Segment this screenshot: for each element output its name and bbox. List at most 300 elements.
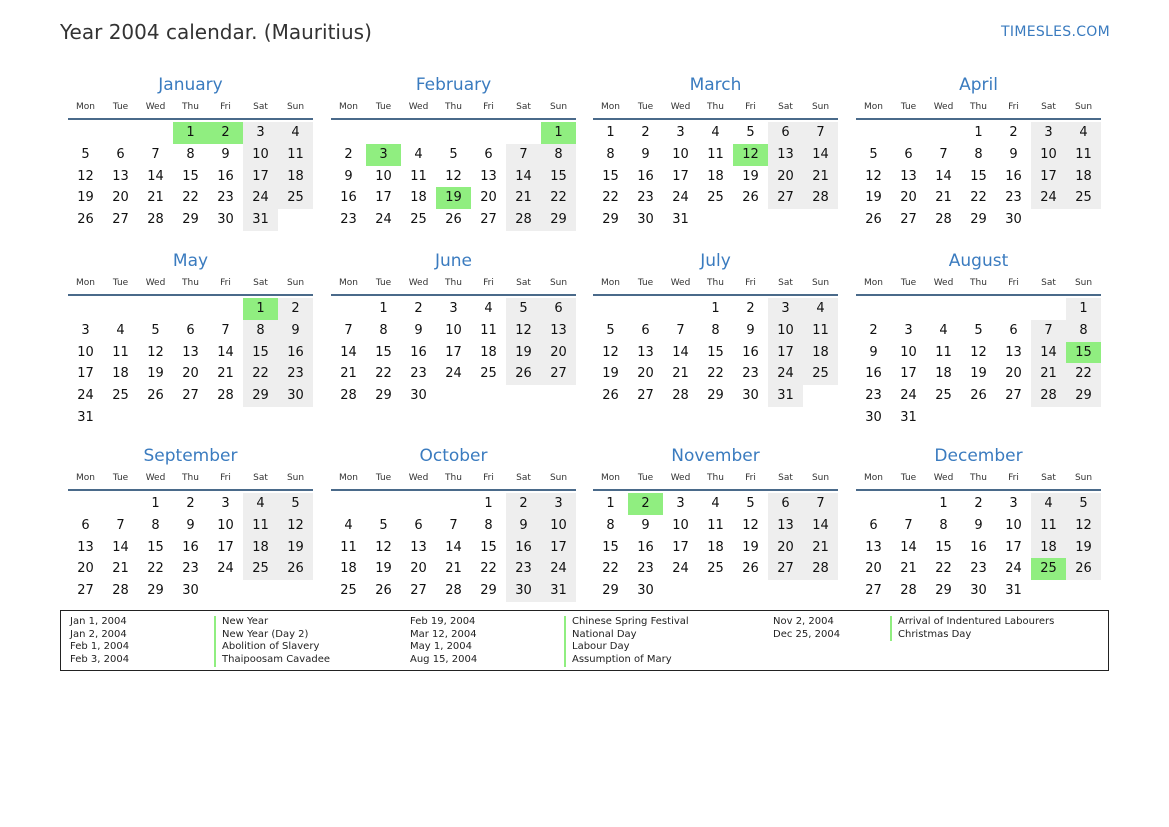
- day-cell: 24: [445, 366, 462, 382]
- day-cell: 7: [344, 322, 353, 338]
- empty-day-cell: [243, 580, 278, 602]
- day-cell: 25: [112, 388, 129, 404]
- empty-day-cell: [768, 580, 803, 602]
- empty-day-cell: [68, 298, 103, 320]
- weekend-day-cell: 14: [506, 166, 541, 188]
- weekday-label: Tue: [637, 473, 654, 483]
- day-cell: 27: [112, 212, 129, 228]
- week-row: [68, 342, 313, 364]
- weekday-label: Fri: [483, 473, 494, 483]
- empty-day-cell: [1066, 407, 1101, 429]
- day-cell: 4: [344, 517, 353, 533]
- day-cell: 4: [414, 146, 423, 162]
- day-cell: 7: [221, 322, 230, 338]
- day-cell: 28: [340, 388, 357, 404]
- weekday-label: Mon: [76, 102, 95, 112]
- week-row: [331, 580, 576, 602]
- week-row: [856, 493, 1101, 515]
- weekend-day-cell: 16: [278, 342, 313, 364]
- weekend-day-cell: 11: [243, 515, 278, 537]
- day-cell: 30: [970, 583, 987, 599]
- weekday-label: Sun: [286, 473, 305, 483]
- empty-day-cell: [103, 407, 138, 429]
- header-divider: [68, 489, 313, 491]
- day-cell: 13: [182, 344, 199, 360]
- day-cell: 24: [672, 561, 689, 577]
- day-cell: 15: [147, 539, 164, 555]
- day-cell: 25: [707, 561, 724, 577]
- day-cell: 4: [939, 322, 948, 338]
- weekend-day-cell: 26: [278, 558, 313, 580]
- weekday-label: Wed: [145, 278, 166, 288]
- day-cell: 14: [672, 344, 689, 360]
- day-cell: 3: [449, 301, 458, 316]
- weekday-label: Mon: [601, 102, 620, 112]
- empty-day-cell: [1066, 580, 1101, 602]
- weekday-label: Sun: [549, 278, 568, 288]
- day-cell: 16: [410, 344, 427, 360]
- weekend-day-cell: 8: [541, 144, 576, 166]
- week-row: [331, 320, 576, 342]
- weekday-label: Mon: [864, 278, 883, 288]
- weekend-day-cell: 25: [1066, 187, 1101, 209]
- day-cell: 17: [900, 366, 917, 382]
- day-cell: 14: [935, 168, 952, 184]
- weekday-label: Sat: [778, 278, 793, 288]
- weekend-day-cell: 15: [541, 166, 576, 188]
- weekday-label: Sun: [811, 278, 830, 288]
- week-row: [593, 558, 838, 580]
- day-cell: 15: [182, 168, 199, 184]
- day-cell: 26: [147, 388, 164, 404]
- weekend-day-cell: 29: [1066, 385, 1101, 407]
- day-cell: 13: [1005, 344, 1022, 360]
- month-name: July: [700, 251, 731, 271]
- weekend-day-cell: 13: [768, 144, 803, 166]
- header-divider: [593, 118, 838, 120]
- day-cell: 20: [865, 561, 882, 577]
- week-row: [68, 537, 313, 559]
- empty-day-cell: [103, 122, 138, 144]
- week-row: [856, 515, 1101, 537]
- weekday-label: Tue: [112, 102, 129, 112]
- day-cell: 1: [484, 496, 493, 511]
- day-cell: 5: [81, 146, 90, 162]
- holiday-date: Mar 12, 2004: [410, 628, 477, 640]
- day-cell: 27: [182, 388, 199, 404]
- empty-day-cell: [891, 298, 926, 320]
- weekend-day-cell: 11: [1031, 515, 1066, 537]
- empty-day-cell: [891, 493, 926, 515]
- weekend-day-cell: 31: [768, 385, 803, 407]
- weekend-day-cell: 7: [1031, 320, 1066, 342]
- day-cell: 18: [935, 366, 952, 382]
- day-cell: 8: [186, 146, 195, 162]
- day-cell: 10: [900, 344, 917, 360]
- empty-day-cell: [506, 385, 541, 407]
- day-cell: 2: [344, 146, 353, 162]
- month-name: May: [172, 251, 209, 271]
- day-cell: 9: [1009, 146, 1018, 162]
- weekday-label: Sat: [1041, 278, 1056, 288]
- day-cell: 16: [1005, 168, 1022, 184]
- weekend-day-cell: 4: [278, 122, 313, 144]
- weekend-day-cell: 30: [278, 385, 313, 407]
- empty-day-cell: [103, 493, 138, 515]
- holiday-day-cell: 2: [628, 493, 663, 515]
- day-cell: 14: [217, 344, 234, 360]
- day-cell: 25: [480, 366, 497, 382]
- weekend-day-cell: 24: [541, 558, 576, 580]
- weekday-label: Sun: [1074, 102, 1093, 112]
- day-cell: 26: [445, 212, 462, 228]
- week-row: [856, 122, 1101, 144]
- day-cell: 13: [77, 539, 94, 555]
- week-row: [856, 320, 1101, 342]
- month-name: December: [934, 446, 1023, 466]
- weekend-day-cell: 15: [243, 342, 278, 364]
- weekend-day-cell: 3: [1031, 122, 1066, 144]
- month-name: February: [415, 75, 492, 95]
- day-cell: 9: [974, 517, 983, 533]
- day-cell: 5: [746, 125, 755, 140]
- empty-day-cell: [733, 209, 768, 231]
- weekday-label: Thu: [445, 102, 462, 112]
- day-cell: 5: [151, 322, 160, 338]
- weekday-header: [593, 473, 838, 487]
- empty-day-cell: [436, 493, 471, 515]
- empty-day-cell: [856, 122, 891, 144]
- weekday-label: Thu: [970, 278, 987, 288]
- weekend-day-cell: 4: [1031, 493, 1066, 515]
- day-cell: 16: [340, 190, 357, 206]
- month-name: April: [959, 75, 998, 95]
- weekend-day-cell: 11: [803, 320, 838, 342]
- weekend-day-cell: 18: [803, 342, 838, 364]
- weekend-day-cell: 6: [768, 493, 803, 515]
- week-row: [331, 298, 576, 320]
- weekend-day-cell: 21: [803, 537, 838, 559]
- day-cell: 25: [935, 388, 952, 404]
- holiday-date: Aug 15, 2004: [410, 654, 478, 666]
- day-cell: 8: [606, 146, 615, 162]
- weekend-day-cell: 8: [1066, 320, 1101, 342]
- week-row: [68, 363, 313, 385]
- holiday-name: Thaipoosam Cavadee: [214, 654, 330, 667]
- header-divider: [331, 489, 576, 491]
- header-divider: [593, 489, 838, 491]
- weekend-day-cell: 29: [243, 385, 278, 407]
- weekend-day-cell: 30: [506, 580, 541, 602]
- day-cell: 21: [340, 366, 357, 382]
- weekday-header: [68, 102, 313, 116]
- day-cell: 21: [672, 366, 689, 382]
- weekend-day-cell: 3: [541, 493, 576, 515]
- day-cell: 15: [707, 344, 724, 360]
- week-row: [331, 385, 576, 407]
- day-cell: 20: [182, 366, 199, 382]
- empty-day-cell: [208, 407, 243, 429]
- day-cell: 12: [77, 168, 94, 184]
- empty-day-cell: [138, 298, 173, 320]
- empty-day-cell: [768, 209, 803, 231]
- weekend-day-cell: 5: [278, 493, 313, 515]
- empty-day-cell: [663, 580, 698, 602]
- week-row: [331, 144, 576, 166]
- day-cell: 18: [707, 168, 724, 184]
- day-cell: 1: [606, 125, 615, 140]
- weekday-label: Sun: [811, 102, 830, 112]
- month-name: June: [434, 251, 473, 271]
- day-cell: 28: [112, 583, 129, 599]
- holiday-name: Christmas Day: [890, 629, 971, 642]
- day-cell: 19: [147, 366, 164, 382]
- holiday-day-cell: 25: [1031, 558, 1066, 580]
- day-cell: 22: [602, 190, 619, 206]
- day-cell: 7: [676, 322, 685, 338]
- day-cell: 23: [637, 190, 654, 206]
- week-row: [856, 342, 1101, 364]
- empty-day-cell: [208, 580, 243, 602]
- day-cell: 19: [742, 539, 759, 555]
- weekday-label: Tue: [637, 278, 654, 288]
- week-row: [856, 363, 1101, 385]
- week-row: [68, 493, 313, 515]
- weekend-day-cell: 5: [506, 298, 541, 320]
- day-cell: 10: [217, 517, 234, 533]
- weekend-day-cell: 23: [506, 558, 541, 580]
- weekday-header: [593, 102, 838, 116]
- weekday-label: Fri: [1008, 473, 1019, 483]
- day-cell: 28: [900, 583, 917, 599]
- empty-day-cell: [331, 493, 366, 515]
- site-link[interactable]: TIMESLES.COM: [1001, 24, 1110, 40]
- weekday-label: Tue: [375, 102, 392, 112]
- header-divider: [856, 489, 1101, 491]
- empty-day-cell: [803, 385, 838, 407]
- weekend-day-cell: 18: [1031, 537, 1066, 559]
- weekend-day-cell: 7: [803, 493, 838, 515]
- weekday-label: Wed: [408, 102, 429, 112]
- week-row: [593, 187, 838, 209]
- day-cell: 31: [672, 212, 689, 228]
- weekday-label: Sun: [549, 473, 568, 483]
- day-cell: 6: [186, 322, 195, 338]
- day-cell: 13: [900, 168, 917, 184]
- day-cell: 22: [182, 190, 199, 206]
- weekend-day-cell: 11: [278, 144, 313, 166]
- day-cell: 12: [147, 344, 164, 360]
- empty-day-cell: [1031, 407, 1066, 429]
- day-cell: 28: [147, 212, 164, 228]
- day-cell: 2: [974, 496, 983, 511]
- week-row: [331, 342, 576, 364]
- holiday-legend: [60, 610, 1109, 671]
- weekday-label: Sat: [516, 473, 531, 483]
- day-cell: 9: [641, 517, 650, 533]
- weekday-label: Fri: [745, 278, 756, 288]
- day-cell: 2: [641, 125, 650, 140]
- day-cell: 30: [637, 212, 654, 228]
- weekend-day-cell: 20: [768, 537, 803, 559]
- day-cell: 3: [676, 125, 685, 140]
- header-divider: [856, 118, 1101, 120]
- day-cell: 4: [116, 322, 125, 338]
- day-cell: 23: [637, 561, 654, 577]
- day-cell: 13: [480, 168, 497, 184]
- day-cell: 6: [414, 517, 423, 533]
- day-cell: 8: [484, 517, 493, 533]
- month-january: [68, 74, 313, 231]
- weekday-label: Wed: [408, 473, 429, 483]
- day-cell: 23: [410, 366, 427, 382]
- day-cell: 15: [375, 344, 392, 360]
- day-cell: 3: [221, 496, 230, 511]
- holiday-day-cell: 1: [541, 122, 576, 144]
- weekday-label: Fri: [745, 473, 756, 483]
- day-cell: 21: [112, 561, 129, 577]
- weekday-label: Sat: [516, 278, 531, 288]
- empty-day-cell: [698, 209, 733, 231]
- day-cell: 7: [904, 517, 913, 533]
- empty-day-cell: [173, 298, 208, 320]
- week-row: [856, 558, 1101, 580]
- week-row: [593, 166, 838, 188]
- day-cell: 26: [77, 212, 94, 228]
- day-cell: 26: [970, 388, 987, 404]
- month-june: [331, 250, 576, 407]
- weekday-label: Wed: [933, 102, 954, 112]
- day-cell: 8: [151, 517, 160, 533]
- weekday-label: Wed: [408, 278, 429, 288]
- week-row: [331, 363, 576, 385]
- day-cell: 2: [869, 322, 878, 338]
- week-row: [68, 385, 313, 407]
- week-row: [593, 122, 838, 144]
- weekend-day-cell: 13: [541, 320, 576, 342]
- week-row: [593, 144, 838, 166]
- weekend-day-cell: 1: [1066, 298, 1101, 320]
- day-cell: 29: [602, 583, 619, 599]
- week-row: [68, 144, 313, 166]
- header-divider: [68, 118, 313, 120]
- week-row: [68, 320, 313, 342]
- holiday-day-cell: 3: [366, 144, 401, 166]
- holiday-date: Feb 19, 2004: [410, 616, 476, 627]
- day-cell: 12: [865, 168, 882, 184]
- day-cell: 22: [147, 561, 164, 577]
- day-cell: 11: [480, 322, 497, 338]
- empty-day-cell: [401, 493, 436, 515]
- day-cell: 10: [1005, 517, 1022, 533]
- day-cell: 23: [1005, 190, 1022, 206]
- day-cell: 16: [865, 366, 882, 382]
- day-cell: 24: [900, 388, 917, 404]
- day-cell: 16: [742, 344, 759, 360]
- weekday-header: [593, 278, 838, 292]
- weekend-day-cell: 24: [768, 363, 803, 385]
- day-cell: 27: [900, 212, 917, 228]
- week-row: [331, 209, 576, 231]
- header-divider: [331, 118, 576, 120]
- day-cell: 21: [147, 190, 164, 206]
- weekday-header: [856, 278, 1101, 292]
- weekend-day-cell: 21: [803, 166, 838, 188]
- weekday-label: Mon: [339, 473, 358, 483]
- week-row: [856, 166, 1101, 188]
- weekend-day-cell: 8: [243, 320, 278, 342]
- header-divider: [331, 294, 576, 296]
- week-row: [856, 144, 1101, 166]
- weekend-day-cell: 6: [768, 122, 803, 144]
- day-cell: 18: [480, 344, 497, 360]
- weekday-label: Sat: [1041, 102, 1056, 112]
- header-divider: [593, 294, 838, 296]
- day-cell: 4: [711, 496, 720, 511]
- holiday-day-cell: 15: [1066, 342, 1101, 364]
- day-cell: 7: [116, 517, 125, 533]
- weekday-label: Wed: [933, 278, 954, 288]
- empty-day-cell: [68, 122, 103, 144]
- day-cell: 12: [445, 168, 462, 184]
- day-cell: 29: [935, 583, 952, 599]
- empty-day-cell: [68, 493, 103, 515]
- weekday-label: Tue: [112, 473, 129, 483]
- week-row: [68, 209, 313, 231]
- day-cell: 9: [221, 146, 230, 162]
- weekday-label: Fri: [1008, 278, 1019, 288]
- day-cell: 11: [112, 344, 129, 360]
- weekend-day-cell: 18: [243, 537, 278, 559]
- week-row: [856, 385, 1101, 407]
- week-row: [856, 537, 1101, 559]
- day-cell: 16: [637, 168, 654, 184]
- week-row: [68, 558, 313, 580]
- day-cell: 16: [182, 539, 199, 555]
- weekend-day-cell: 27: [768, 558, 803, 580]
- empty-day-cell: [138, 407, 173, 429]
- day-cell: 29: [707, 388, 724, 404]
- weekday-label: Thu: [182, 473, 199, 483]
- day-cell: 27: [480, 212, 497, 228]
- empty-day-cell: [471, 385, 506, 407]
- week-row: [331, 166, 576, 188]
- weekend-day-cell: 3: [243, 122, 278, 144]
- weekday-label: Tue: [900, 278, 917, 288]
- month-august: [856, 250, 1101, 429]
- empty-day-cell: [278, 407, 313, 429]
- weekend-day-cell: 29: [541, 209, 576, 231]
- day-cell: 19: [602, 366, 619, 382]
- weekend-day-cell: 28: [506, 209, 541, 231]
- day-cell: 6: [81, 517, 90, 533]
- weekday-header: [68, 278, 313, 292]
- day-cell: 9: [746, 322, 755, 338]
- month-name: March: [689, 75, 742, 95]
- weekday-label: Sat: [1041, 473, 1056, 483]
- day-cell: 24: [672, 190, 689, 206]
- day-cell: 15: [602, 168, 619, 184]
- empty-day-cell: [401, 122, 436, 144]
- day-cell: 23: [865, 388, 882, 404]
- day-cell: 29: [480, 583, 497, 599]
- day-cell: 29: [147, 583, 164, 599]
- page-title: Year 2004 calendar. (Mauritius): [60, 20, 372, 44]
- day-cell: 21: [217, 366, 234, 382]
- week-row: [68, 166, 313, 188]
- day-cell: 14: [445, 539, 462, 555]
- day-cell: 27: [637, 388, 654, 404]
